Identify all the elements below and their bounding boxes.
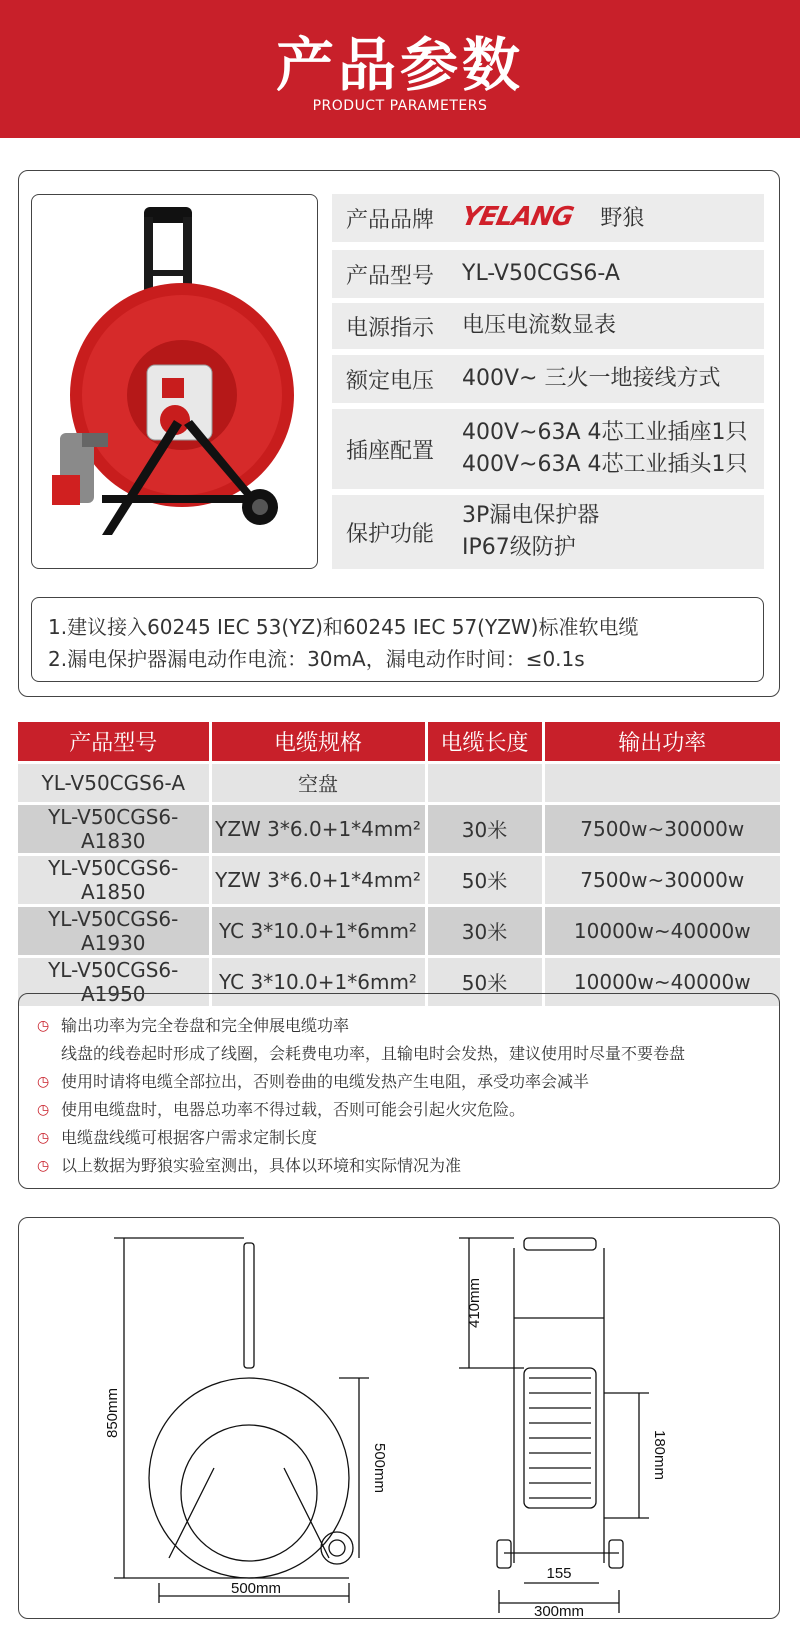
header-cable-length: 电缆长度	[426, 722, 543, 762]
header-cable-spec: 电缆规格	[210, 722, 426, 762]
cell-cable-length	[426, 762, 543, 803]
param-label: 保护功能	[346, 521, 435, 547]
cell-output-power: 10000w~40000w	[543, 956, 780, 1006]
reel-base	[102, 495, 257, 503]
protection-line-1: 3P漏电保护器	[462, 503, 600, 528]
dimension-drawing	[18, 1217, 780, 1619]
clock-icon: ◷	[37, 1158, 50, 1174]
param-row-voltage	[332, 355, 764, 403]
page-subtitle: PRODUCT PARAMETERS	[312, 98, 488, 114]
cell-cable-length: 50米	[426, 854, 543, 905]
table-row	[18, 854, 780, 905]
front-wheel-left	[497, 1540, 511, 1568]
dim-drum-width: 180mm	[651, 1429, 668, 1481]
product-photo	[31, 194, 318, 569]
param-row-socket	[332, 409, 764, 489]
param-label: 电源指示	[346, 315, 435, 341]
clock-icon: ◷	[37, 1102, 50, 1118]
side-handle	[244, 1243, 254, 1368]
cell-model: YL-V50CGS6-A1830	[18, 803, 210, 854]
tip-text: 使用电缆盘时，电器总功率不得过载，否则可能会引起火灾危险。	[61, 1100, 526, 1119]
cell-output-power	[543, 762, 780, 803]
clock-icon: ◷	[37, 1130, 50, 1146]
cell-cable-spec: YC 3*10.0+1*6mm²	[210, 905, 426, 956]
cell-cable-spec: YC 3*10.0+1*6mm²	[210, 956, 426, 1006]
param-value: 电压电流数显表	[462, 313, 617, 338]
param-label: 产品品牌	[346, 207, 435, 233]
param-value	[452, 201, 764, 235]
tip-text: 电缆盘线缆可根据客户需求定制长度	[61, 1128, 318, 1147]
tip-text: 线盘的线卷起时形成了线圈，会耗费电功率，且输电时会发热，建议使用时尽量不要卷盘	[61, 1044, 686, 1063]
param-label: 产品型号	[346, 263, 435, 289]
cell-model: YL-V50CGS6-A1850	[18, 854, 210, 905]
param-value	[452, 417, 764, 481]
cell-cable-spec: YZW 3*6.0+1*4mm²	[210, 803, 426, 854]
spec-table	[18, 722, 780, 1006]
table-header-row	[18, 722, 780, 762]
param-value: 400V~ 三火一地接线方式	[462, 366, 721, 391]
tip-item	[29, 1042, 769, 1066]
dim-reel-width: 500mm	[230, 1580, 282, 1597]
param-label: 插座配置	[346, 438, 435, 464]
yelang-logo: YELANG	[458, 202, 576, 232]
dim-total-width: 300mm	[533, 1603, 585, 1619]
front-handle	[524, 1238, 596, 1250]
cell-model: YL-V50CGS6-A1950	[18, 956, 210, 1006]
param-row-brand	[332, 194, 764, 242]
tip-item	[29, 1098, 769, 1122]
reel-handle-bar	[144, 270, 192, 276]
brand-name: 野狼	[600, 206, 645, 231]
tip-item	[29, 1154, 769, 1178]
table-row	[18, 762, 780, 803]
notes-box	[31, 597, 764, 682]
side-drum-outer	[149, 1378, 349, 1578]
socket-line-2: 400V~63A 4芯工业插头1只	[462, 452, 748, 477]
cell-cable-length: 50米	[426, 956, 543, 1006]
header-output-power: 输出功率	[543, 722, 780, 762]
tip-item	[29, 1070, 769, 1094]
cell-model: YL-V50CGS6-A1930	[18, 905, 210, 956]
cell-model: YL-V50CGS6-A	[18, 762, 210, 803]
param-row-power-indicator	[332, 303, 764, 349]
side-wheel	[321, 1532, 353, 1564]
tip-item	[29, 1014, 769, 1038]
protection-line-2: IP67级防护	[462, 535, 576, 560]
tip-item	[29, 1126, 769, 1150]
note-line-2: 2.漏电保护器漏电动作电流：30mA，漏电动作时间：≤0.1s	[48, 647, 585, 671]
dim-handle-height: 410mm	[466, 1277, 483, 1329]
side-legs	[169, 1468, 329, 1558]
front-coils	[529, 1378, 591, 1498]
dimension-drawing-svg	[19, 1218, 780, 1619]
clock-icon: ◷	[37, 1018, 50, 1034]
param-row-model	[332, 250, 764, 298]
param-value: YL-V50CGS6-A	[462, 261, 620, 286]
tip-text: 输出功率为完全卷盘和完全伸展电缆功率	[61, 1016, 350, 1035]
clock-icon: ◷	[37, 1074, 50, 1090]
tip-text: 使用时请将电缆全部拉出，否则卷曲的电缆发热产生电阻，承受功率会减半	[61, 1072, 590, 1091]
header-model: 产品型号	[18, 722, 210, 762]
param-value	[452, 500, 764, 564]
page-header	[0, 0, 800, 138]
note-line-1: 1.建议接入60245 IEC 53(YZ)和60245 IEC 57(YZW)标准软电缆	[48, 615, 639, 639]
front-wheel-right	[609, 1540, 623, 1568]
cell-output-power: 7500w~30000w	[543, 854, 780, 905]
dim-reel-height: 500mm	[371, 1442, 388, 1494]
page-title: 产品参数	[275, 31, 524, 99]
param-label: 额定电压	[346, 368, 435, 394]
table-row	[18, 905, 780, 956]
cell-cable-length: 30米	[426, 803, 543, 854]
cell-output-power: 10000w~40000w	[543, 905, 780, 956]
socket-line-1: 400V~63A 4芯工业插座1只	[462, 420, 748, 445]
cell-cable-spec: YZW 3*6.0+1*4mm²	[210, 854, 426, 905]
param-row-protection	[332, 495, 764, 569]
cable-reel-image	[32, 195, 318, 569]
usage-tips-box	[18, 993, 780, 1189]
cell-output-power: 7500w~30000w	[543, 803, 780, 854]
cell-cable-spec: 空盘	[210, 762, 426, 803]
cell-cable-length: 30米	[426, 905, 543, 956]
dim-height-total: 850mm	[104, 1387, 121, 1439]
tip-text: 以上数据为野狼实验室测出，具体以环境和实际情况为准	[61, 1156, 462, 1175]
table-row	[18, 803, 780, 854]
dim-inner-width: 155	[546, 1565, 572, 1582]
